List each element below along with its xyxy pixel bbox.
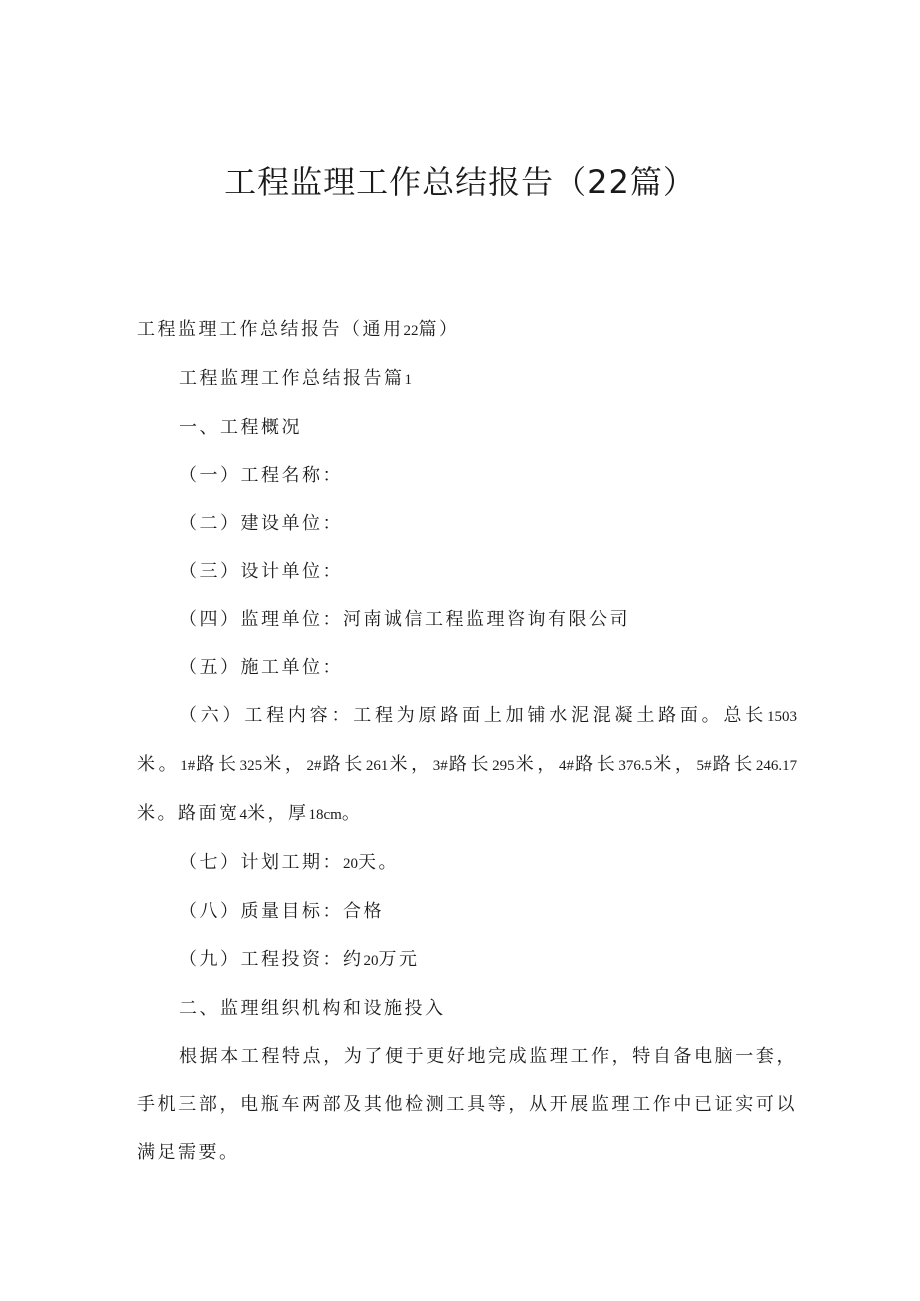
section-title: 工程监理工作总结报告篇1 — [179, 368, 412, 389]
document-body — [137, 306, 797, 1177]
subtitle: 工程监理工作总结报告（通用22篇） — [137, 319, 460, 340]
heading-project-overview: 一、工程概况 — [179, 417, 302, 438]
item-project-content: （六）工程内容：工程为原路面上加铺水泥混凝土路面。总长1503米。1#路长325米，2#路长261米，3#路长295米，4#路长376.5米，5#路长246.17米。路面宽4米，厚18cm。 — [137, 705, 798, 824]
item-construction-unit: （二）建设单位： — [179, 513, 343, 534]
item-quality-target: （八）质量目标：合格 — [179, 901, 384, 922]
item-investment: （九）工程投资：约20万元 — [179, 949, 420, 970]
item-project-name: （一）工程名称： — [179, 465, 343, 486]
item-schedule: （七）计划工期：20天。 — [179, 852, 399, 873]
heading-supervision-organization: 二、监理组织机构和设施投入 — [179, 998, 446, 1019]
document-title: 工程监理工作总结报告（22篇） — [224, 163, 696, 201]
item-contractor: （五）施工单位： — [179, 657, 343, 678]
paragraph-equipment: 根据本工程特点，为了便于更好地完成监理工作，特自备电脑一套，手机三部，电瓶车两部及其他检测工具等，从开展监理工作中已证实可以满足需要。 — [137, 1046, 797, 1163]
item-design-unit: （三）设计单位： — [179, 561, 343, 582]
item-supervision-unit: （四）监理单位：河南诚信工程监理咨询有限公司 — [179, 609, 630, 630]
